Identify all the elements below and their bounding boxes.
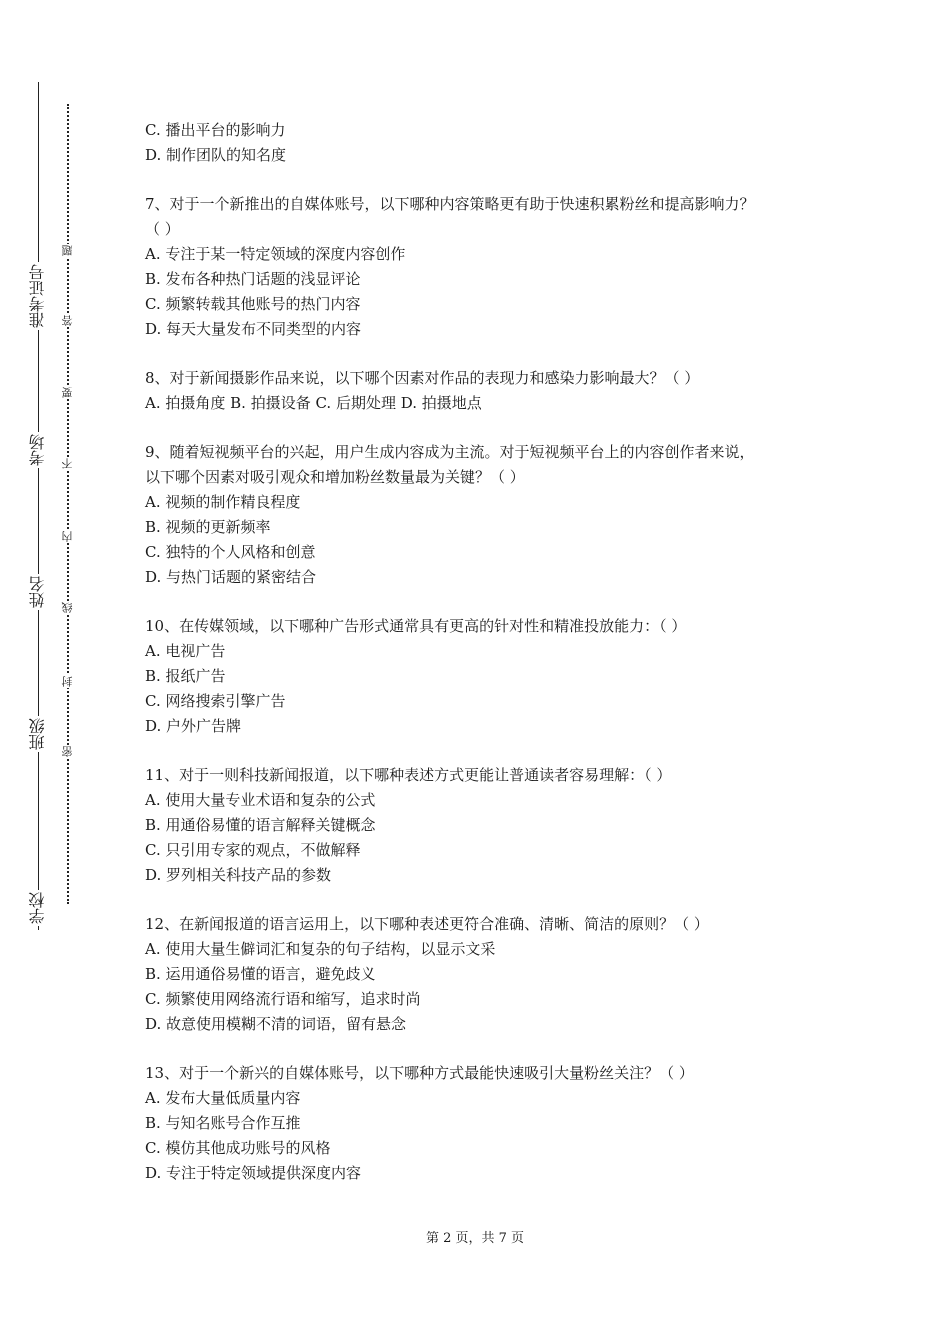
- option-d: D. 每天大量发布不同类型的内容: [145, 320, 362, 338]
- question-9: [145, 440, 865, 590]
- option-b: B. 报纸广告: [145, 667, 226, 685]
- option-c: C. 只引用专家的观点，不做解释: [145, 841, 361, 859]
- notice-char: 答: [61, 315, 74, 326]
- option-a: A. 使用大量生僻词汇和复杂的句子结构，以显示文采: [145, 940, 496, 958]
- question-13: [145, 1061, 865, 1186]
- binding-dotted-line: [67, 104, 69, 904]
- question-8: [145, 366, 865, 416]
- question-12: [145, 912, 865, 1037]
- notice-char: 封: [61, 676, 74, 687]
- field-label-exam-number: 准考证号: [28, 264, 47, 328]
- option-a: A. 专注于某一特定领域的深度内容创作: [145, 245, 406, 263]
- notice-char: 不: [61, 458, 74, 469]
- option-b: B. 视频的更新频率: [145, 518, 271, 536]
- question-10: [145, 614, 865, 739]
- option-a: A. 电视广告: [145, 642, 226, 660]
- option-c: C. 独特的个人风格和创意: [145, 543, 316, 561]
- option-c: C. 模仿其他成功账号的风格: [145, 1139, 331, 1157]
- option-b: B. 与知名账号合作互推: [145, 1114, 301, 1132]
- option-d: D. 制作团队的知名度: [145, 146, 287, 164]
- option-a: A. 视频的制作精良程度: [145, 493, 301, 511]
- question-stem: 13、对于一个新兴的自媒体账号，以下哪种方式最能快速吸引大量粉丝关注？（ ）: [145, 1064, 694, 1082]
- question-11: [145, 763, 865, 888]
- option-d: D. 专注于特定领域提供深度内容: [145, 1164, 362, 1182]
- notice-char: 密: [61, 746, 74, 757]
- option-a: A. 发布大量低质量内容: [145, 1089, 301, 1107]
- option-a: A. 使用大量专业术语和复杂的公式: [145, 791, 376, 809]
- question-stem: 8、对于新闻摄影作品来说，以下哪个因素对作品的表现力和感染力影响最大？（ ）: [145, 369, 700, 387]
- question-stem: 11、对于一则科技新闻报道，以下哪种表述方式更能让普通读者容易理解：（ ）: [145, 766, 672, 784]
- question-stem: 10、在传媒领域，以下哪种广告形式通常具有更高的针对性和精准投放能力：（ ）: [145, 617, 687, 635]
- answer-blank: （ ）: [145, 220, 180, 238]
- option-d: D. 与热门话题的紧密结合: [145, 568, 317, 586]
- field-label-name: 姓名: [28, 576, 47, 608]
- notice-char: 内: [61, 531, 74, 542]
- question-7: [145, 192, 865, 342]
- option-c: C. 播出平台的影响力: [145, 121, 286, 139]
- option-d: D. 罗列相关科技产品的参数: [145, 866, 332, 884]
- field-label-exam-room: 考场: [28, 434, 47, 466]
- option-b: B. 运用通俗易懂的语言，避免歧义: [145, 965, 376, 983]
- options-inline: A. 拍摄角度 B. 拍摄设备 C. 后期处理 D. 拍摄地点: [145, 394, 482, 412]
- page-footer: 第 2 页，共 7 页: [425, 1231, 525, 1246]
- question-list: [145, 118, 865, 1186]
- field-label-class: 班级: [28, 718, 47, 750]
- notice-char: 线: [61, 602, 74, 613]
- option-d: D. 故意使用模糊不清的词语，留有悬念: [145, 1015, 407, 1033]
- field-label-school: 学校: [28, 892, 47, 924]
- question-stem: 9、随着短视频平台的兴起，用户生成内容成为主流。对于短视频平台上的内容创作者来说，: [145, 443, 755, 461]
- question-stem: 7、对于一个新推出的自媒体账号，以下哪种内容策略更有助于快速积累粉丝和提高影响力？: [145, 195, 755, 213]
- question-stem: 12、在新闻报道的语言运用上，以下哪种表述更符合准确、清晰、简洁的原则？（ ）: [145, 915, 709, 933]
- binding-solid-line: [38, 82, 39, 930]
- option-c: C. 频繁使用网络流行语和缩写，追求时尚: [145, 990, 421, 1008]
- option-b: B. 发布各种热门话题的浅显评论: [145, 270, 361, 288]
- option-c: C. 网络搜索引擎广告: [145, 692, 286, 710]
- option-b: B. 用通俗易懂的语言解释关键概念: [145, 816, 376, 834]
- option-d: D. 户外广告牌: [145, 717, 242, 735]
- notice-char: 题: [61, 245, 74, 256]
- notice-char: 要: [61, 387, 74, 398]
- question-stem-cont: 以下哪个因素对吸引观众和增加粉丝数量最为关键？（ ）: [145, 468, 525, 486]
- option-c: C. 频繁转载其他账号的热门内容: [145, 295, 361, 313]
- question-6-continued: [145, 118, 865, 168]
